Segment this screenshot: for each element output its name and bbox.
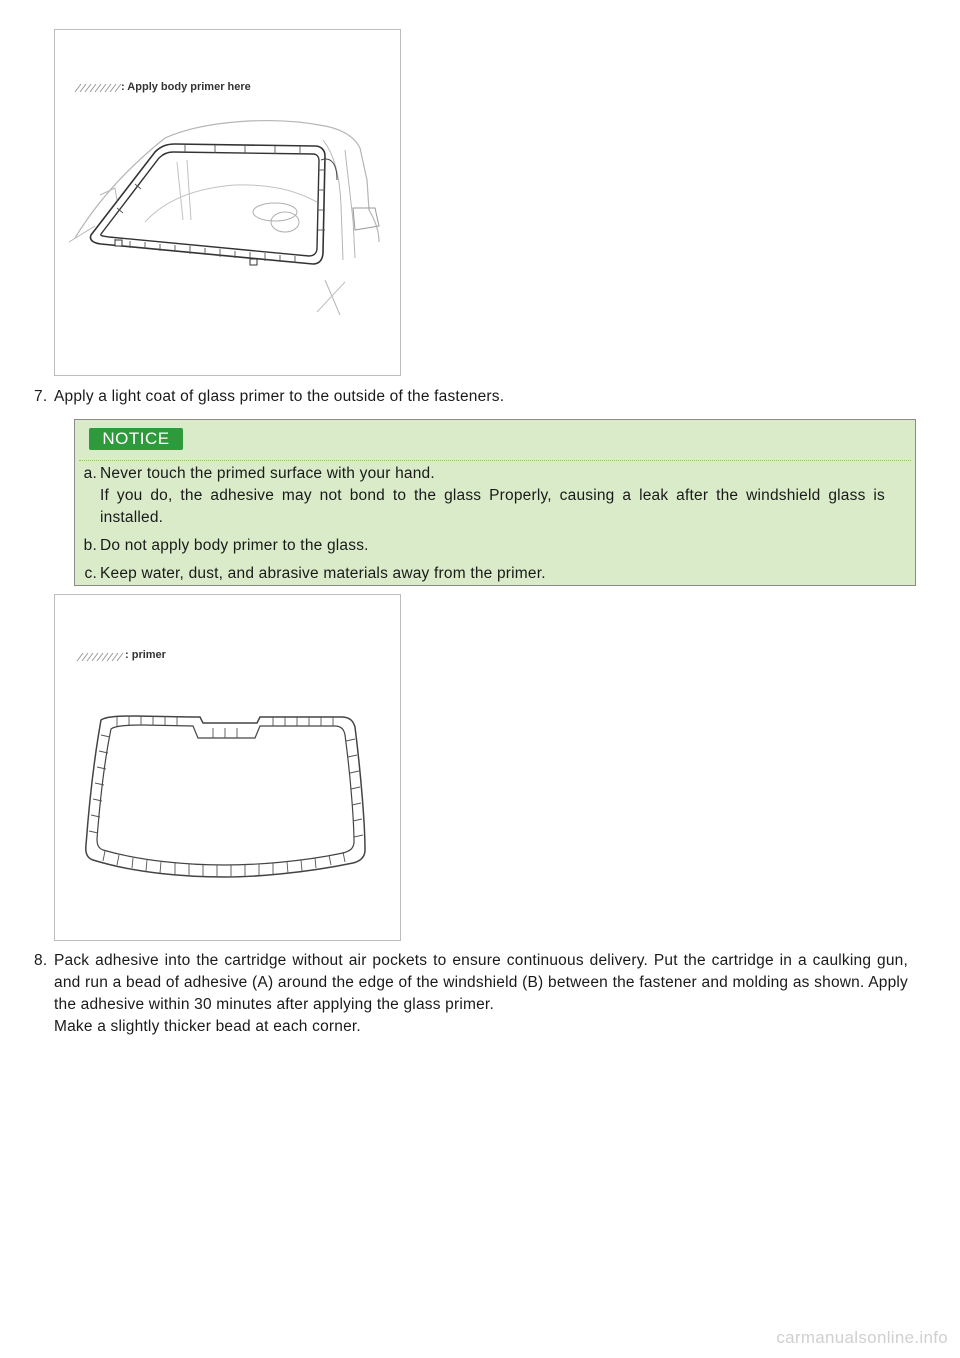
legend-hatch-swatch bbox=[77, 653, 123, 661]
notice-item-line: If you do, the adhesive may not bond to the glass Properly, causing a leak after the windshield glass is installed. bbox=[100, 487, 885, 526]
list-marker: a. bbox=[83, 465, 97, 482]
notice-item bbox=[75, 463, 915, 529]
notice-box bbox=[74, 419, 916, 586]
step-text: Apply a light coat of glass primer to the outside of the fasteners. bbox=[54, 388, 505, 405]
figure2-legend: : primer bbox=[125, 649, 166, 661]
notice-item-line: Do not apply body primer to the glass. bbox=[100, 537, 369, 554]
step-number: 8. bbox=[34, 952, 48, 969]
notice-item bbox=[75, 563, 915, 585]
notice-list bbox=[75, 463, 915, 591]
notice-divider bbox=[79, 460, 911, 461]
figure1-legend: : Apply body primer here bbox=[121, 81, 251, 93]
figure-glass-primer bbox=[54, 594, 401, 941]
step-body bbox=[54, 950, 908, 1038]
step-paragraph: Pack adhesive into the cartridge without air pockets to ensure continuous delivery. Put the cartridge in a caulking gun, and run a bead of adhesive (A) around the edge of the windshield (B) between the fastener and molding as shown. Apply the adhesive within 30 minutes after applying the glass primer. bbox=[54, 952, 908, 1013]
windshield-illustration bbox=[55, 595, 400, 940]
list-marker: b. bbox=[83, 537, 97, 554]
primer-hatch-marks bbox=[89, 716, 363, 877]
notice-badge: NOTICE bbox=[89, 428, 183, 450]
step-extra: Make a slightly thicker bead at each corner. bbox=[54, 1018, 361, 1035]
notice-item bbox=[75, 535, 915, 557]
step-number: 7. bbox=[34, 388, 48, 405]
legend-hatch-swatch bbox=[75, 84, 121, 92]
figure-body-primer bbox=[54, 29, 401, 376]
notice-item-line: Never touch the primed surface with your hand. bbox=[100, 465, 435, 482]
notice-item-line: Keep water, dust, and abrasive materials away from the primer. bbox=[100, 565, 546, 582]
site-watermark: carmanualsonline.info bbox=[776, 1328, 948, 1347]
list-marker: c. bbox=[84, 565, 97, 582]
